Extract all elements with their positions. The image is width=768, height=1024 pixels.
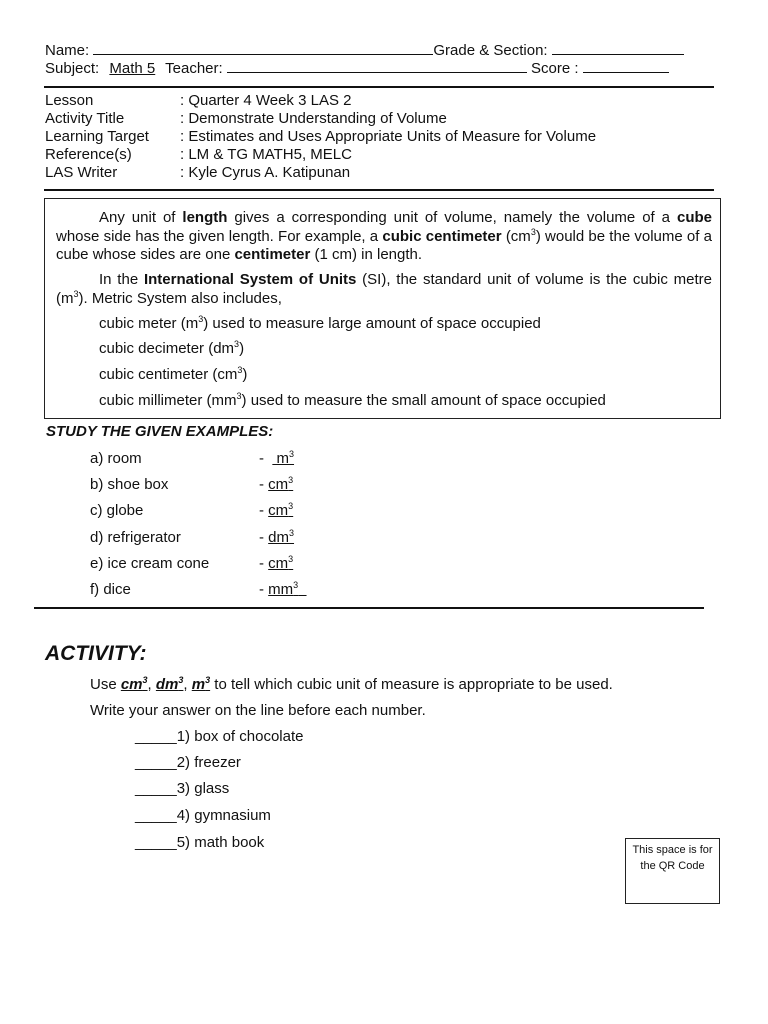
grade-label: Grade & Section:: [433, 42, 548, 59]
info-label: Reference(s): [45, 146, 132, 163]
activity-item: _____4) gymnasium: [135, 807, 271, 824]
example-item: a) room: [90, 450, 142, 467]
example-answer: - $m^3$: [259, 449, 295, 467]
unit-line: cubic millimeter $(mm^3)$ used to measure the small amount of space occupied: [99, 391, 606, 409]
info-label: Activity Title: [45, 110, 125, 127]
info-label: Learning Target: [45, 128, 149, 145]
subject-label: Subject:: [45, 60, 100, 77]
intro-paragraph-1: Any unit of length gives a corresponding unit of volume, namely the volume of a cube whose side has the given length. For example, a cubic centimeter $(cm^3)$ would be the volume of a cube whose sides are one centimeter (1 cm) in length.: [56, 209, 712, 263]
example-item: b) shoe box: [90, 476, 169, 493]
activity-instructions: Use $cm^3$, $dm^3$, $m^3$ to tell which cubic unit of measure is appropriate to be used.: [90, 675, 613, 693]
info-value: : Kyle Cyrus A. Katipunan: [180, 164, 351, 181]
info-value: : LM & TG MATH5, MELC: [180, 146, 352, 163]
section-divider: [34, 607, 704, 609]
teacher-label: Teacher:: [165, 60, 223, 77]
answer-blank[interactable]: _____: [135, 807, 177, 824]
example-answer: - $cm^3$: [259, 475, 294, 493]
unit-line: cubic meter $(m^3)$ used to measure large amount of space occupied: [99, 314, 541, 332]
grade-field[interactable]: [552, 39, 684, 55]
activity-item: _____2) freezer: [135, 754, 241, 771]
example-item: f) dice: [90, 581, 131, 598]
score-label: Score :: [531, 60, 579, 77]
name-label: Name:: [45, 42, 90, 59]
subject-value: Math 5: [109, 60, 156, 77]
unit-line: cubic decimeter $(dm^3)$: [99, 339, 245, 357]
example-item: c) globe: [90, 502, 144, 519]
info-value: : Quarter 4 Week 3 LAS 2: [180, 92, 352, 109]
info-value: : Estimates and Uses Appropriate Units of Measure for Volume: [180, 128, 597, 145]
answer-blank[interactable]: _____: [135, 834, 177, 851]
qr-placeholder: This space is for the QR Code: [625, 838, 720, 904]
activity-title: ACTIVITY:: [45, 642, 147, 665]
answer-blank[interactable]: _____: [135, 780, 177, 797]
info-value: : Demonstrate Understanding of Volume: [180, 110, 447, 127]
examples-title: STUDY THE GIVEN EXAMPLES:: [46, 423, 274, 440]
header-divider: [44, 86, 714, 88]
info-label: LAS Writer: [45, 164, 118, 181]
activity-item: _____3) glass: [135, 780, 230, 797]
example-answer: - $cm^3$: [259, 554, 294, 572]
score-field[interactable]: [583, 57, 669, 73]
answer-blank[interactable]: _____: [135, 728, 177, 745]
unit-line: cubic centimeter $(cm^3)$: [99, 365, 248, 383]
answer-blank[interactable]: _____: [135, 754, 177, 771]
intro-paragraph-2: In the International System of Units (SI), the standard unit of volume is the cubic metre $(m^3)$. Metric System also includes,: [56, 271, 712, 307]
example-item: d) refrigerator: [90, 529, 181, 546]
info-label: Lesson: [45, 92, 94, 109]
activity-item: _____5) math book: [135, 834, 265, 851]
example-answer: - $dm^3$: [259, 528, 295, 546]
example-item: e) ice cream cone: [90, 555, 210, 572]
activity-item: _____1) box of chocolate: [135, 728, 304, 745]
teacher-field[interactable]: [227, 57, 527, 73]
subject-row: [45, 57, 669, 78]
activity-instructions-2: Write your answer on the line before each number.: [90, 702, 426, 719]
example-answer: - $cm^3$: [259, 501, 294, 519]
example-answer: - $mm^3$: [259, 580, 299, 598]
info-divider: [44, 189, 714, 191]
name-field[interactable]: [93, 39, 433, 55]
